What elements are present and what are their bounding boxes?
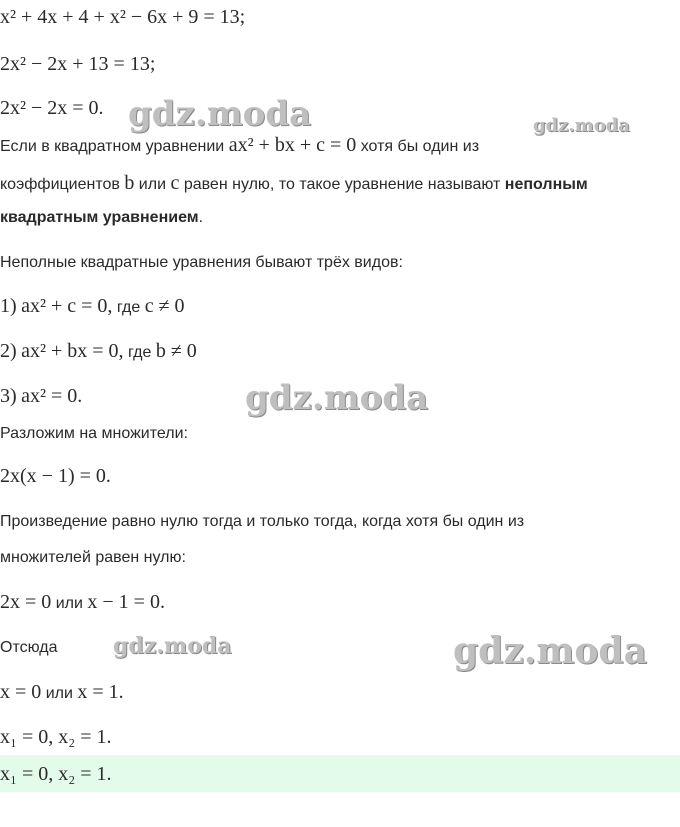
equation-7 (0, 726, 112, 750)
variable-b: b (124, 172, 135, 194)
equation-4 (0, 465, 111, 489)
definition-text: равен нулю, то такое уравнение называют (183, 176, 501, 193)
product-text: множителей равен нулю: (0, 549, 186, 566)
math-eq5b: x − 1 = 0. (87, 591, 165, 613)
equation-1 (0, 6, 245, 30)
equation-5 (0, 591, 165, 615)
math-eq3: 2x² − 2x = 0. (0, 97, 104, 119)
factor-heading (0, 423, 188, 445)
math-eq5a: 2x = 0 (0, 591, 52, 613)
hence-line (0, 637, 57, 659)
or-word: или (45, 685, 73, 702)
definition-text: коэффициентов (0, 176, 120, 193)
hence-text: Отсюда (0, 639, 58, 656)
definition-line-3 (0, 207, 203, 229)
answer-text: x₁ = 0, x₂ = 1. (0, 763, 112, 785)
kind-2 (0, 340, 197, 364)
equation-2 (0, 53, 155, 77)
equation-6 (0, 681, 124, 705)
math-eq2: 2x² − 2x + 13 = 13; (0, 53, 156, 75)
product-line-1 (0, 511, 524, 533)
math-eq1: x² + 4x + 4 + x² − 6x + 9 = 13; (0, 6, 246, 28)
answer-line (0, 763, 112, 787)
kind-condition: c ≠ 0 (144, 295, 185, 317)
kind-3 (0, 385, 82, 409)
or-word: или (55, 595, 83, 612)
kind-number: 1) (0, 295, 17, 317)
term-bold: неполным (504, 176, 588, 193)
math-eq4: 2x(x − 1) = 0. (0, 465, 111, 487)
kind-1 (0, 295, 185, 319)
watermark-logo: gdz.moda (245, 378, 429, 418)
term-bold: квадратным уравнением (0, 209, 199, 226)
equation-3 (0, 97, 104, 121)
definition-text: хотя бы один из (360, 138, 480, 155)
definition-period: . (198, 209, 204, 226)
kind-equation: ax² = 0. (21, 385, 83, 407)
math-eq6a: x = 0 (0, 681, 42, 703)
kind-number: 2) (0, 340, 17, 362)
product-line-2 (0, 547, 186, 569)
kind-equation: ax² + bx = 0, (21, 340, 124, 362)
watermark-logo: gdz.moda (113, 633, 232, 659)
kind-condition: b ≠ 0 (155, 340, 197, 362)
watermark-logo: gdz.moda (533, 115, 630, 136)
definition-line-2 (0, 172, 588, 196)
product-text: Произведение равно нулю тогда и только тогда, когда хотя бы один из (0, 513, 525, 530)
math-eq6b: x = 1. (77, 681, 124, 703)
kinds-heading (0, 252, 403, 274)
kinds-text: Неполные квадратные уравнения бывают трёх видов: (0, 254, 403, 271)
definition-line-1 (0, 134, 479, 158)
definition-equation: ax² + bx + c = 0 (228, 134, 357, 156)
watermark-logo: gdz.moda (453, 630, 647, 672)
kind-where: где (116, 299, 141, 316)
factor-text: Разложим на множители: (0, 425, 188, 442)
kind-where: где (128, 344, 152, 361)
math-eq7: x₁ = 0, x₂ = 1. (0, 726, 112, 748)
kind-number: 3) (0, 385, 17, 407)
watermark-logo: gdz.moda (128, 94, 312, 134)
kind-equation: ax² + c = 0, (21, 295, 113, 317)
definition-text: Если в квадратном уравнении (0, 138, 225, 155)
definition-text: или (138, 176, 167, 193)
variable-c: c (170, 172, 180, 194)
